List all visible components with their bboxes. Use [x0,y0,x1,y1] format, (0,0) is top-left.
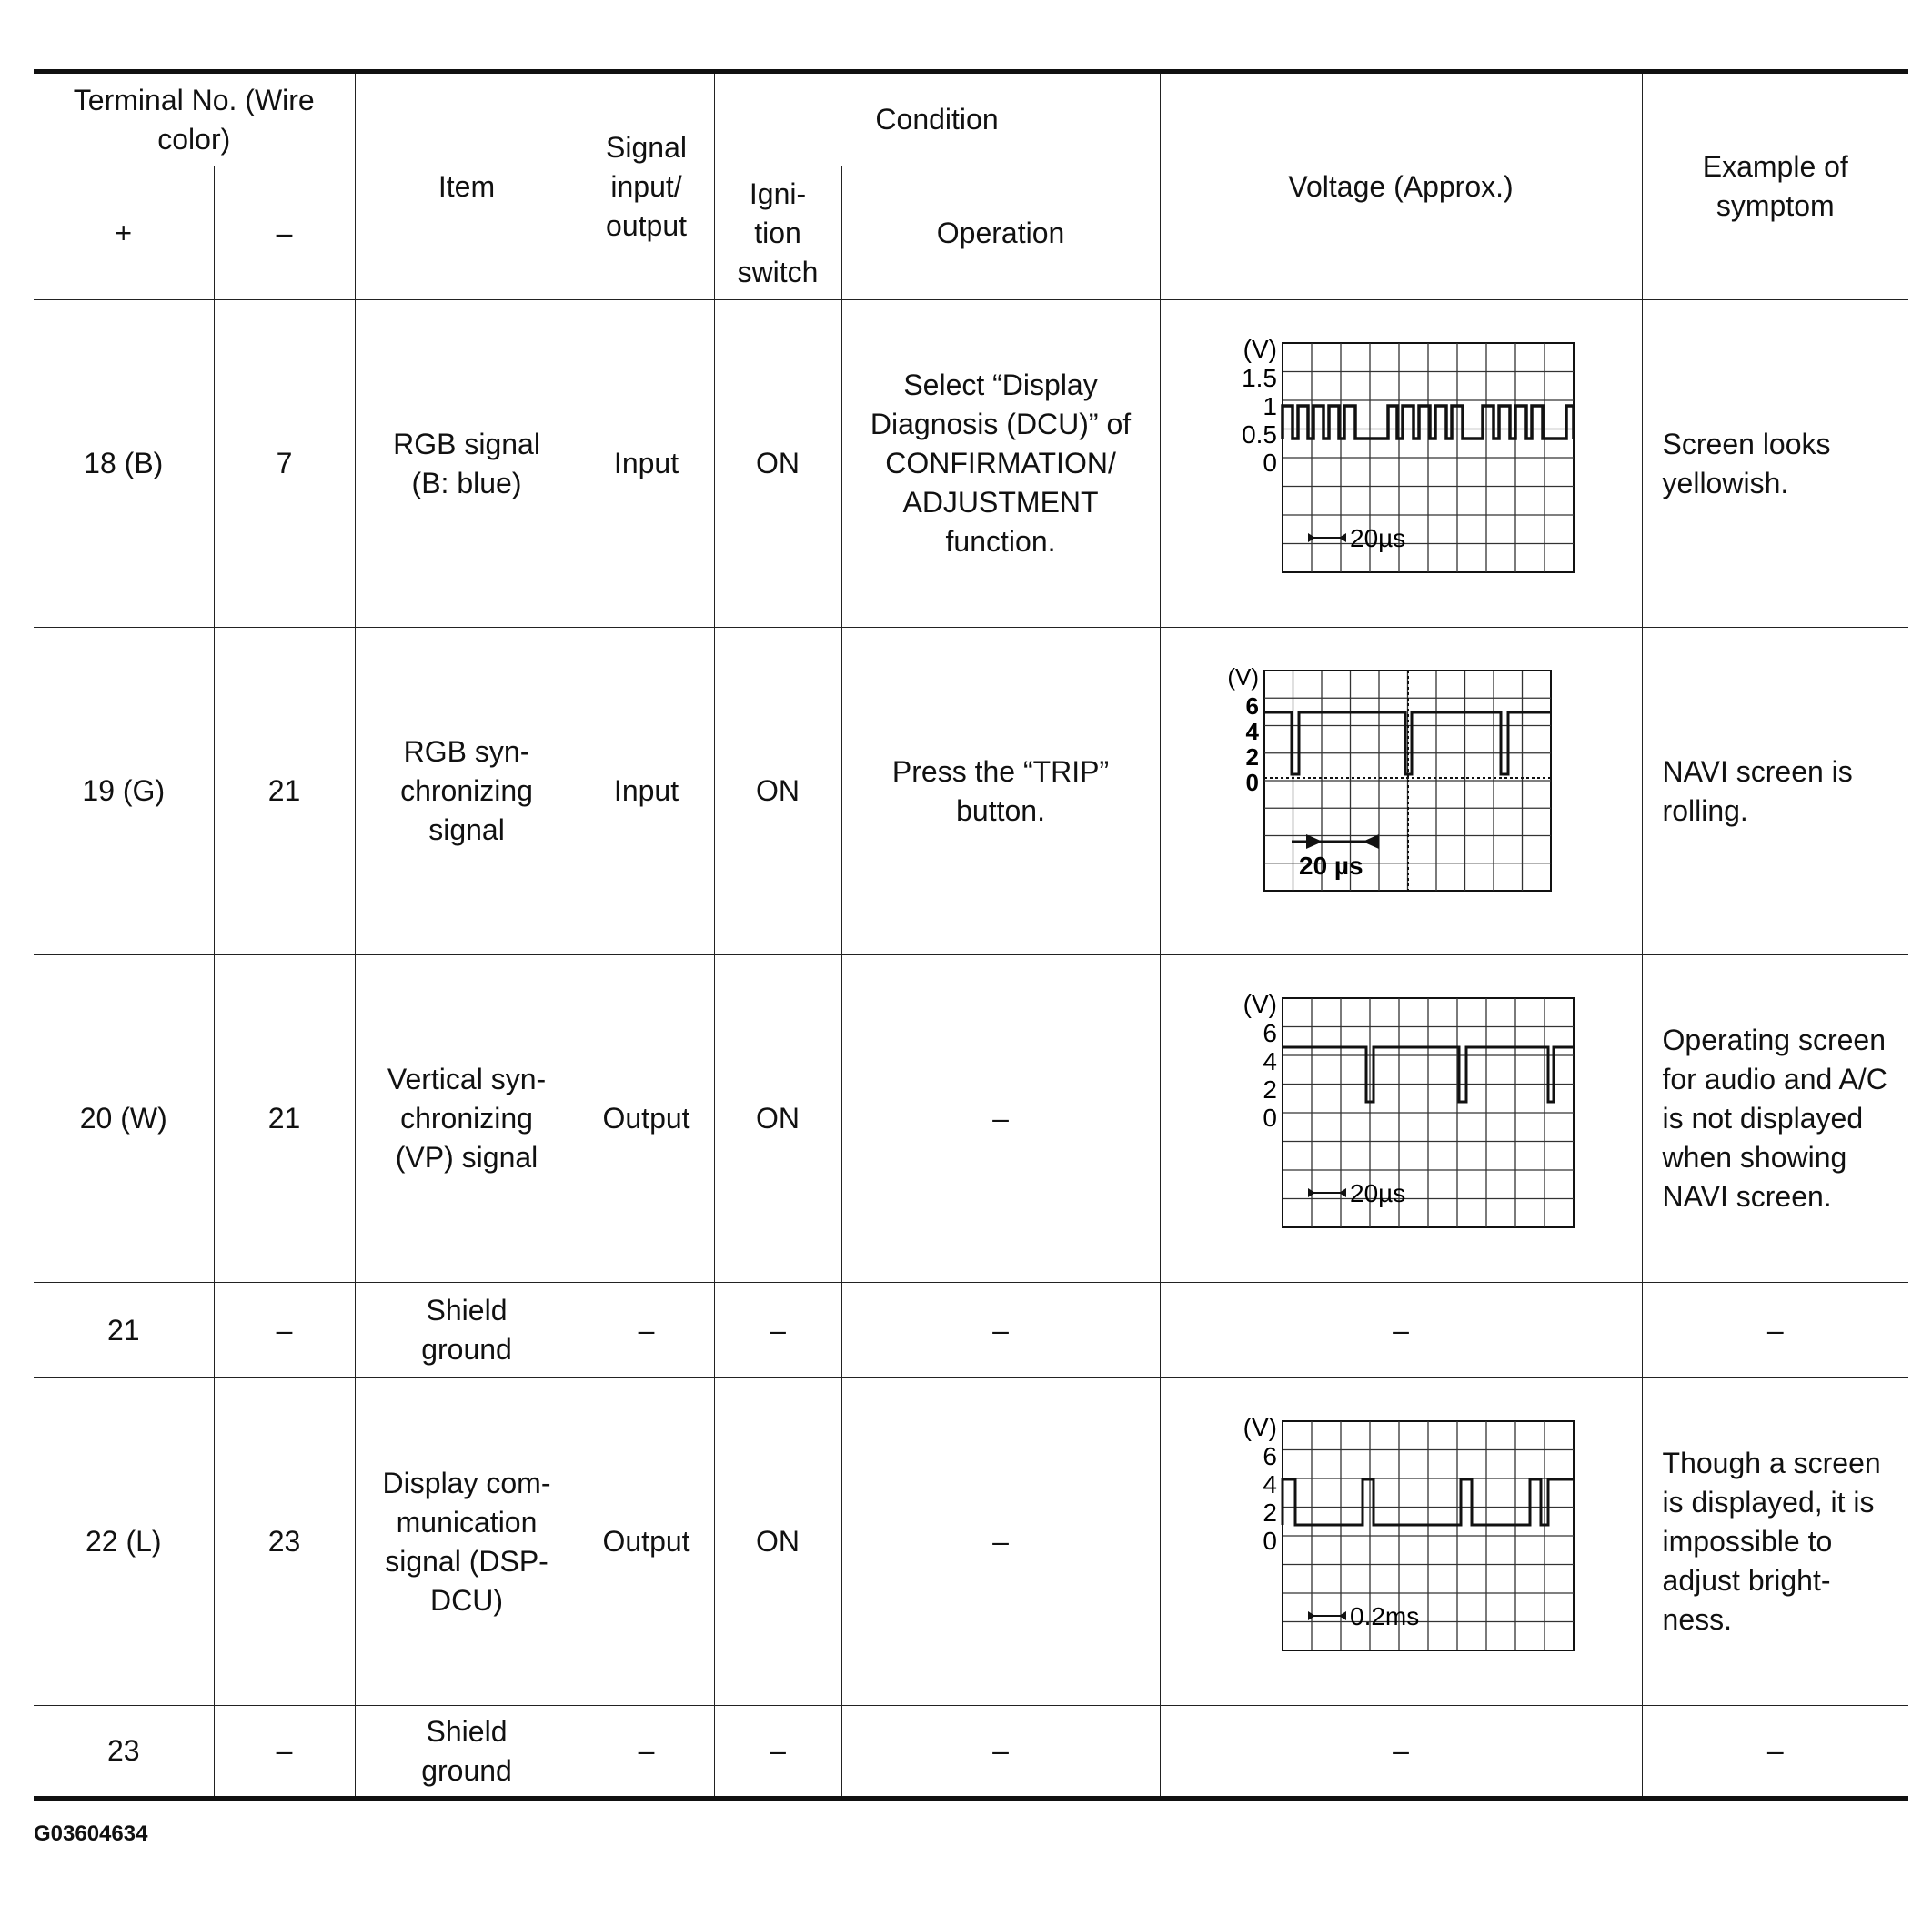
waveform-rgb-sync [1210,660,1592,923]
table-row [34,955,1908,1283]
cell-signal: Input [579,300,714,628]
table-row [34,628,1908,955]
terminal-spec-sheet [34,69,1908,1801]
y-tick: 2 [1263,1498,1278,1527]
cell-item: Vertical syn- chronizing (VP) signal [355,955,579,1283]
cell-ignition: ON [714,955,841,1283]
y-tick: 0 [1245,768,1260,796]
y-tick: 6 [1245,691,1260,720]
cell-plus: 21 [34,1283,214,1378]
y-tick: 4 [1245,717,1260,745]
cell-ignition: ON [714,1378,841,1706]
arrow-left-icon [1339,533,1346,542]
cell-operation: Press the “TRIP” button. [841,628,1160,955]
table-row [34,1378,1908,1706]
waveform-display-comm [1210,1410,1592,1674]
cell-item: Display com- munication signal (DSP-DCU) [355,1378,579,1706]
y-tick: 1 [1263,391,1278,420]
cell-minus: 7 [214,300,355,628]
cell-minus: 21 [214,628,355,955]
time-scale-label: 0.2ms [1350,1601,1420,1630]
cell-item: RGB signal (B: blue) [355,300,579,628]
terminal-table [34,69,1908,1801]
table-row [34,1706,1908,1799]
cell-voltage: – [1160,1283,1642,1378]
time-scale-label: 20 µs [1299,851,1363,880]
unit-label: (V) [1227,662,1260,691]
cell-item: Shield ground [355,1283,579,1378]
cell-operation: – [841,955,1160,1283]
cell-plus: 20 (W) [34,955,214,1283]
cell-plus: 18 (B) [34,300,214,628]
unit-label: (V) [1243,334,1278,363]
cell-signal: Output [579,1378,714,1706]
cell-minus: 23 [214,1378,355,1706]
cell-operation: – [841,1378,1160,1706]
time-scale-label: 20µs [1350,523,1406,552]
cell-ignition: ON [714,300,841,628]
cell-signal: – [579,1283,714,1378]
cell-operation: – [841,1283,1160,1378]
y-tick: 0 [1263,448,1278,477]
cell-plus: 22 (L) [34,1378,214,1706]
cell-signal: – [579,1706,714,1799]
cell-symptom: – [1642,1706,1908,1799]
y-tick: 6 [1263,1018,1278,1047]
cell-minus: – [214,1283,355,1378]
cell-operation: Select “Display Diagnosis (DCU)” of CONFIRMATION/ ADJUSTMENT function. [841,300,1160,628]
cell-voltage [1160,628,1642,955]
cell-voltage [1160,300,1642,628]
cell-signal: Input [579,628,714,955]
y-tick: 2 [1245,742,1260,771]
header-symptom: Example of symptom [1642,72,1908,300]
waveform-vertical-sync [1210,987,1592,1251]
cell-plus: 23 [34,1706,214,1799]
header-item: Item [355,72,579,300]
arrow-left-icon [1339,1188,1346,1197]
y-tick: 0 [1263,1103,1278,1132]
y-tick: 4 [1263,1469,1278,1498]
document-id: G03604634 [34,1821,148,1846]
cell-item: Shield ground [355,1706,579,1799]
arrow-right-icon [1306,834,1323,849]
cell-ignition: ON [714,628,841,955]
y-tick: 0.5 [1242,419,1278,449]
header-operation: Operation [841,166,1160,300]
header-signal: Signal input/ output [579,72,714,300]
cell-ignition: – [714,1283,841,1378]
cell-symptom: Though a screen is displayed, it is impossible to adjust bright- ness. [1642,1378,1908,1706]
table-row [34,1283,1908,1378]
cell-voltage [1160,955,1642,1283]
table-row [34,300,1908,628]
arrow-left-icon [1363,834,1379,849]
cell-voltage: – [1160,1706,1642,1799]
header-terminal: Terminal No. (Wire color) [34,72,355,166]
header-ignition: Igni- tion switch [714,166,841,300]
header-condition: Condition [714,72,1160,166]
y-tick: 0 [1263,1526,1278,1555]
arrow-left-icon [1339,1611,1346,1620]
cell-symptom: Screen looks yellowish. [1642,300,1908,628]
y-tick: 1.5 [1242,363,1278,392]
cell-minus: 21 [214,955,355,1283]
cell-voltage [1160,1378,1642,1706]
cell-item: RGB syn- chronizing signal [355,628,579,955]
cell-symptom: NAVI screen is rolling. [1642,628,1908,955]
cell-signal: Output [579,955,714,1283]
y-tick: 6 [1263,1441,1278,1470]
cell-plus: 19 (G) [34,628,214,955]
unit-label: (V) [1243,989,1278,1018]
time-scale-label: 20µs [1350,1178,1406,1207]
header-plus: + [34,166,214,300]
cell-minus: – [214,1706,355,1799]
header-minus: – [214,166,355,300]
cell-symptom: – [1642,1283,1908,1378]
cell-symptom: Operating screen for audio and A/C is not displayed when showing NAVI screen. [1642,955,1908,1283]
header-voltage: Voltage (Approx.) [1160,72,1642,300]
waveform-rgb-signal [1210,332,1592,596]
cell-operation: – [841,1706,1160,1799]
cell-ignition: – [714,1706,841,1799]
unit-label: (V) [1243,1412,1278,1441]
y-tick: 4 [1263,1046,1278,1075]
y-tick: 2 [1263,1075,1278,1104]
